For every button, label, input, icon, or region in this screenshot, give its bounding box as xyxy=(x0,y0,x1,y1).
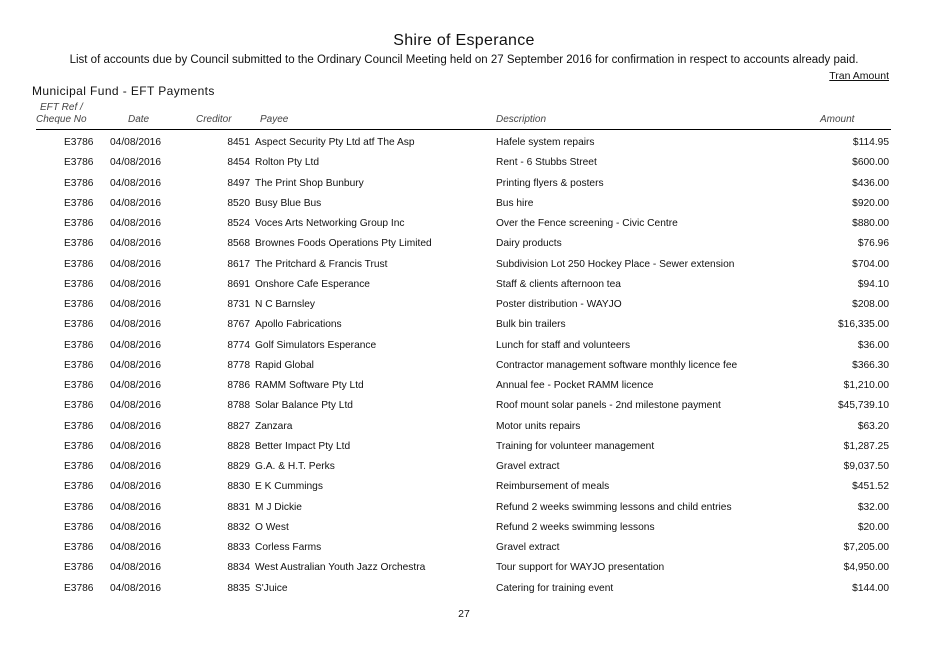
date-cell: 04/08/2016 xyxy=(110,218,161,229)
description-cell: Reimbursement of meals xyxy=(496,481,610,493)
creditor-cell: 8827 xyxy=(227,420,250,432)
table-row xyxy=(0,214,928,234)
column-header-amount: Amount xyxy=(820,114,855,125)
amount-cell: $1,287.25 xyxy=(843,440,889,452)
payee-cell: Rapid Global xyxy=(255,359,314,371)
amount-cell: $366.30 xyxy=(852,359,889,371)
payee-cell: The Print Shop Bunbury xyxy=(255,177,364,189)
payee-cell: Voces Arts Networking Group Inc xyxy=(255,218,405,229)
creditor-cell: 8835 xyxy=(227,582,250,594)
ref-cell: E3786 xyxy=(64,177,94,189)
description-cell: Motor units repairs xyxy=(496,420,581,432)
ref-cell: E3786 xyxy=(64,521,94,533)
ref-cell: E3786 xyxy=(64,218,94,229)
ref-cell: E3786 xyxy=(64,420,94,432)
amount-cell: $16,335.00 xyxy=(838,319,889,331)
amount-cell: $144.00 xyxy=(852,582,889,594)
date-cell: 04/08/2016 xyxy=(110,481,161,493)
page-subtitle: List of accounts due by Council submitted to the Ordinary Council Meeting held on 27 September 2016 for confirmation in respect to accounts already paid. xyxy=(69,54,859,66)
column-header-creditor: Creditor xyxy=(196,114,232,125)
creditor-cell: 8834 xyxy=(227,562,250,574)
date-cell: 04/08/2016 xyxy=(110,380,161,391)
amount-cell: $36.00 xyxy=(857,339,889,351)
description-cell: Roof mount solar panels - 2nd milestone payment xyxy=(496,400,721,412)
table-row xyxy=(0,579,928,599)
description-cell: Staff & clients afternoon tea xyxy=(496,278,621,290)
table-row xyxy=(0,376,928,396)
creditor-cell: 8833 xyxy=(227,542,250,553)
date-cell: 04/08/2016 xyxy=(110,299,161,310)
ref-cell: E3786 xyxy=(64,440,94,452)
date-cell: 04/08/2016 xyxy=(110,197,161,209)
amount-cell: $63.20 xyxy=(857,420,889,432)
ref-cell: E3786 xyxy=(64,380,94,391)
amount-cell: $94.10 xyxy=(857,278,889,290)
amount-cell: $7,205.00 xyxy=(843,542,889,553)
creditor-cell: 8524 xyxy=(227,218,250,229)
date-cell: 04/08/2016 xyxy=(110,319,161,331)
description-cell: Lunch for staff and volunteers xyxy=(496,339,631,351)
creditor-cell: 8832 xyxy=(227,521,250,533)
ref-cell: E3786 xyxy=(64,278,94,290)
description-cell: Tour support for WAYJO presentation xyxy=(496,562,665,574)
creditor-cell: 8568 xyxy=(227,238,250,250)
payee-cell: Better Impact Pty Ltd xyxy=(255,440,351,452)
date-cell: 04/08/2016 xyxy=(110,177,161,189)
payee-cell: Apollo Fabrications xyxy=(255,319,342,331)
ref-cell: E3786 xyxy=(64,137,94,148)
ref-cell: E3786 xyxy=(64,400,94,412)
description-cell: Gravel extract xyxy=(496,542,560,553)
payee-cell: O West xyxy=(255,521,289,533)
date-cell: 04/08/2016 xyxy=(110,400,161,412)
table-row xyxy=(0,133,928,153)
description-cell: Gravel extract xyxy=(496,461,560,472)
description-cell: Subdivision Lot 250 Hockey Place - Sewer extension xyxy=(496,258,735,270)
ref-cell: E3786 xyxy=(64,542,94,553)
description-cell: Hafele system repairs xyxy=(496,137,595,148)
amount-cell: $208.00 xyxy=(852,299,889,310)
amount-cell: $600.00 xyxy=(852,157,889,169)
creditor-cell: 8830 xyxy=(227,481,250,493)
creditor-cell: 8691 xyxy=(227,278,250,290)
payee-cell: RAMM Software Pty Ltd xyxy=(255,380,364,391)
payee-cell: M J Dickie xyxy=(255,501,302,513)
payee-cell: Solar Balance Pty Ltd xyxy=(255,400,353,412)
creditor-cell: 8454 xyxy=(227,157,250,169)
header-rule xyxy=(36,129,891,130)
ref-cell: E3786 xyxy=(64,319,94,331)
date-cell: 04/08/2016 xyxy=(110,461,161,472)
payee-cell: Rolton Pty Ltd xyxy=(255,157,319,169)
creditor-cell: 8731 xyxy=(227,299,250,310)
ref-cell: E3786 xyxy=(64,299,94,310)
ref-cell: E3786 xyxy=(64,238,94,250)
amount-cell: $880.00 xyxy=(852,218,889,229)
description-cell: Annual fee - Pocket RAMM licence xyxy=(496,380,654,391)
page-title: Shire of Esperance xyxy=(393,32,535,49)
creditor-cell: 8451 xyxy=(227,137,250,148)
date-cell: 04/08/2016 xyxy=(110,440,161,452)
creditor-cell: 8829 xyxy=(227,461,250,472)
date-cell: 04/08/2016 xyxy=(110,339,161,351)
date-cell: 04/08/2016 xyxy=(110,521,161,533)
ref-cell: E3786 xyxy=(64,258,94,270)
table-row xyxy=(0,558,928,578)
date-cell: 04/08/2016 xyxy=(110,542,161,553)
creditor-cell: 8788 xyxy=(227,400,250,412)
amount-cell: $451.52 xyxy=(852,481,889,493)
table-row xyxy=(0,255,928,275)
payee-cell: Onshore Cafe Esperance xyxy=(255,278,370,290)
description-cell: Catering for training event xyxy=(496,582,614,594)
payee-cell: West Australian Youth Jazz Orchestra xyxy=(255,562,426,574)
payee-cell: Corless Farms xyxy=(255,542,322,553)
description-cell: Over the Fence screening - Civic Centre xyxy=(496,218,678,229)
description-cell: Dairy products xyxy=(496,238,562,250)
payee-cell: S'Juice xyxy=(255,582,288,594)
date-cell: 04/08/2016 xyxy=(110,501,161,513)
amount-cell: $436.00 xyxy=(852,177,889,189)
amount-cell: $1,210.00 xyxy=(843,380,889,391)
date-cell: 04/08/2016 xyxy=(110,562,161,574)
date-cell: 04/08/2016 xyxy=(110,238,161,250)
amount-cell: $114.95 xyxy=(852,137,889,148)
payments-table xyxy=(0,133,928,599)
column-header-date: Date xyxy=(128,114,150,125)
column-header-payee: Payee xyxy=(260,114,289,125)
date-cell: 04/08/2016 xyxy=(110,258,161,270)
ref-cell: E3786 xyxy=(64,359,94,371)
amount-cell: $704.00 xyxy=(852,258,889,270)
date-cell: 04/08/2016 xyxy=(110,137,161,148)
description-cell: Printing flyers & posters xyxy=(496,177,604,189)
amount-cell: $32.00 xyxy=(857,501,889,513)
table-row xyxy=(0,234,928,254)
column-header-ref-line2: Cheque No xyxy=(36,114,87,125)
date-cell: 04/08/2016 xyxy=(110,582,161,594)
column-header-description: Description xyxy=(496,114,547,125)
table-row xyxy=(0,396,928,416)
amount-cell: $76.96 xyxy=(857,238,889,250)
description-cell: Contractor management software monthly licence fee xyxy=(496,359,738,371)
table-row xyxy=(0,194,928,214)
ref-cell: E3786 xyxy=(64,197,94,209)
amount-cell: $4,950.00 xyxy=(843,562,889,574)
creditor-cell: 8617 xyxy=(227,258,250,270)
amount-cell: $45,739.10 xyxy=(838,400,889,412)
table-row xyxy=(0,153,928,173)
date-cell: 04/08/2016 xyxy=(110,420,161,432)
table-row xyxy=(0,437,928,457)
payee-cell: G.A. & H.T. Perks xyxy=(255,461,335,472)
creditor-cell: 8828 xyxy=(227,440,250,452)
creditor-cell: 8520 xyxy=(227,197,250,209)
description-cell: Bus hire xyxy=(496,197,534,209)
description-cell: Training for volunteer management xyxy=(496,440,655,452)
date-cell: 04/08/2016 xyxy=(110,278,161,290)
amount-cell: $20.00 xyxy=(857,521,889,533)
creditor-cell: 8774 xyxy=(227,339,250,351)
ref-cell: E3786 xyxy=(64,562,94,574)
payee-cell: N C Barnsley xyxy=(255,299,316,310)
table-row xyxy=(0,538,928,558)
ref-cell: E3786 xyxy=(64,461,94,472)
fund-heading: Municipal Fund - EFT Payments xyxy=(32,84,215,98)
table-row xyxy=(0,457,928,477)
creditor-cell: 8778 xyxy=(227,359,250,371)
description-cell: Bulk bin trailers xyxy=(496,319,566,331)
table-row xyxy=(0,315,928,335)
table-row xyxy=(0,174,928,194)
payee-cell: Aspect Security Pty Ltd atf The Asp xyxy=(255,137,415,148)
tran-amount-label: Tran Amount xyxy=(829,70,889,82)
date-cell: 04/08/2016 xyxy=(110,157,161,169)
table-row xyxy=(0,498,928,518)
ref-cell: E3786 xyxy=(64,501,94,513)
table-row xyxy=(0,295,928,315)
table-row xyxy=(0,275,928,295)
table-row xyxy=(0,336,928,356)
date-cell: 04/08/2016 xyxy=(110,359,161,371)
payee-cell: The Pritchard & Francis Trust xyxy=(255,258,388,270)
description-cell: Refund 2 weeks swimming lessons and child entries xyxy=(496,501,732,513)
payee-cell: Golf Simulators Esperance xyxy=(255,339,377,351)
creditor-cell: 8497 xyxy=(227,177,250,189)
payee-cell: Busy Blue Bus xyxy=(255,197,322,209)
creditor-cell: 8831 xyxy=(227,501,250,513)
payee-cell: Brownes Foods Operations Pty Limited xyxy=(255,238,432,250)
ref-cell: E3786 xyxy=(64,481,94,493)
column-header-ref-line1: EFT Ref / xyxy=(40,102,83,113)
table-row xyxy=(0,417,928,437)
table-row xyxy=(0,356,928,376)
amount-cell: $9,037.50 xyxy=(843,461,889,472)
table-row xyxy=(0,518,928,538)
page-number: 27 xyxy=(458,608,470,620)
amount-cell: $920.00 xyxy=(852,197,889,209)
payee-cell: E K Cummings xyxy=(255,481,323,493)
ref-cell: E3786 xyxy=(64,339,94,351)
description-cell: Refund 2 weeks swimming lessons xyxy=(496,521,655,533)
payee-cell: Zanzara xyxy=(255,420,293,432)
ref-cell: E3786 xyxy=(64,582,94,594)
table-row xyxy=(0,477,928,497)
description-cell: Poster distribution - WAYJO xyxy=(496,299,622,310)
ref-cell: E3786 xyxy=(64,157,94,169)
creditor-cell: 8786 xyxy=(227,380,250,391)
creditor-cell: 8767 xyxy=(227,319,250,331)
description-cell: Rent - 6 Stubbs Street xyxy=(496,157,597,169)
